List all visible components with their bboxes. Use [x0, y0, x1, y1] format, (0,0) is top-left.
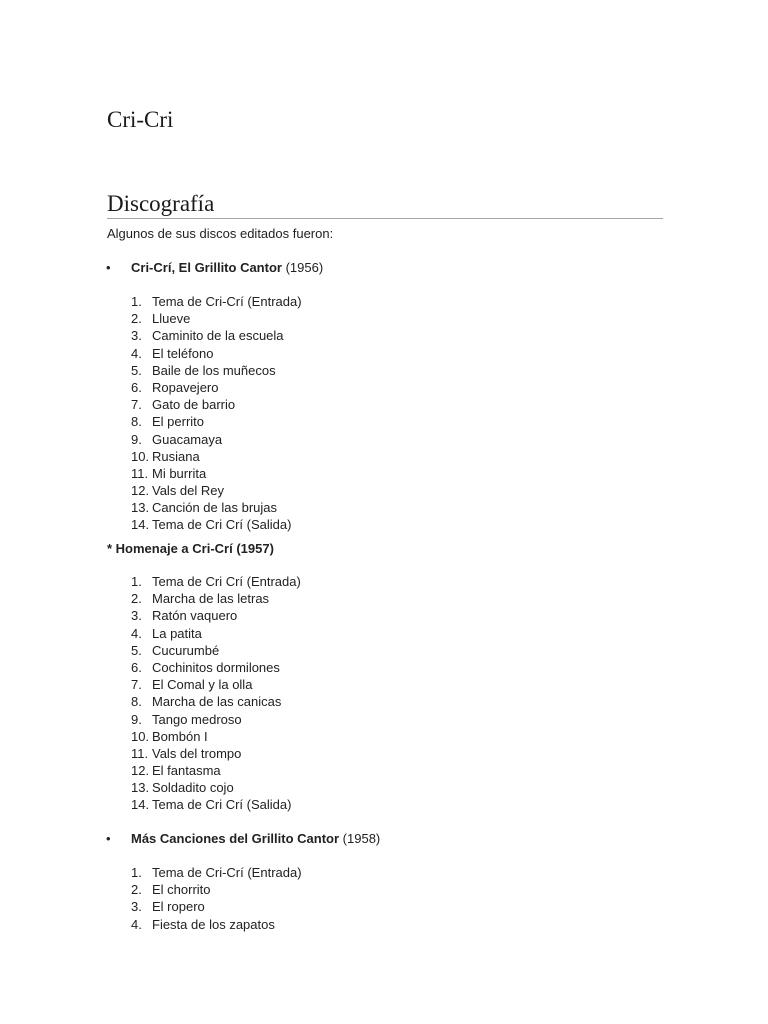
track-title: Marcha de las letras: [152, 591, 270, 607]
track-number: 14.: [131, 797, 150, 813]
track-title: Vals del Rey: [152, 483, 225, 499]
track-number: 13.: [131, 500, 150, 516]
track-number: 5.: [131, 362, 142, 378]
track-title: Mi burrita: [152, 465, 207, 481]
track-title: Cucurumbé: [152, 642, 220, 658]
track-title: Rusiana: [152, 448, 200, 464]
page-title: Cri-Cri: [107, 107, 174, 132]
track-title: El perrito: [152, 414, 205, 430]
track-title: El ropero: [152, 899, 205, 915]
bullet-icon: •: [106, 831, 111, 846]
track-number: 9.: [131, 711, 142, 727]
section-heading: Discografía: [107, 190, 663, 219]
track-number: 2.: [131, 591, 142, 607]
track-title: El teléfono: [152, 345, 214, 361]
track-title: Ropavejero: [152, 379, 219, 395]
album-title: Cri-Crí, El Grillito Cantor: [131, 260, 282, 275]
track-title: Tema de Cri Crí (Salida): [152, 797, 292, 813]
album-title: * Homenaje a Cri-Crí (1957): [107, 541, 274, 556]
track-title: Vals del trompo: [152, 745, 242, 761]
track-title: Baile de los muñecos: [152, 362, 276, 378]
track-number: 4.: [131, 916, 142, 932]
track-title: Tema de Cri-Crí (Entrada): [152, 294, 302, 309]
track-number: 6.: [131, 379, 142, 395]
track-title: Llueve: [152, 311, 191, 327]
track-number: 9.: [131, 431, 142, 447]
track-number: 8.: [131, 414, 142, 430]
track-title: Guacamaya: [152, 431, 223, 447]
album-year: (1958): [342, 831, 381, 846]
track-title: Gato de barrio: [152, 397, 236, 413]
track-title: Ratón vaquero: [152, 608, 238, 624]
track-number: 12.: [131, 763, 150, 779]
track-number: 3.: [131, 328, 142, 344]
track-title: Soldadito cojo: [152, 780, 234, 796]
track-number: 6.: [131, 659, 142, 675]
track-number: 1.: [131, 865, 142, 880]
track-number: 12.: [131, 483, 150, 499]
track-number: 11.: [131, 465, 149, 481]
track-number: 13.: [131, 780, 150, 796]
track-number: 10.: [131, 448, 150, 464]
track-number: 4.: [131, 345, 142, 361]
track-title: Bombón I: [152, 728, 208, 744]
track-title: El chorrito: [152, 882, 211, 898]
intro-text: Algunos de sus discos editados fueron:: [107, 226, 334, 241]
album-heading: [107, 540, 274, 557]
track-number: 1.: [131, 294, 142, 309]
track-title: El Comal y la olla: [152, 677, 253, 693]
track-number: 10.: [131, 728, 150, 744]
track-number: 3.: [131, 608, 142, 624]
track-number: 2.: [131, 311, 142, 327]
track-number: 7.: [131, 397, 142, 413]
album-heading: [106, 830, 381, 847]
album-heading: [106, 259, 324, 276]
track-number: 11.: [131, 745, 149, 761]
track-title: Tango medroso: [152, 711, 242, 727]
track-number: 2.: [131, 882, 142, 898]
track-title: El fantasma: [152, 763, 221, 779]
track-title: Canción de las brujas: [152, 500, 278, 516]
track-title: Cochinitos dormilones: [152, 659, 280, 675]
track-title: La patita: [152, 625, 202, 641]
track-number: 5.: [131, 642, 142, 658]
track-number: 7.: [131, 677, 142, 693]
track-title: Marcha de las canicas: [152, 694, 282, 710]
track-title: Caminito de la escuela: [152, 328, 284, 344]
track-number: 1.: [131, 574, 142, 589]
track-title: Tema de Cri Crí (Salida): [152, 517, 292, 533]
album-year: (1956): [285, 260, 324, 275]
track-title: Tema de Cri Crí (Entrada): [152, 574, 301, 589]
track-number: 3.: [131, 899, 142, 915]
track-title: Fiesta de los zapatos: [152, 916, 275, 932]
track-number: 8.: [131, 694, 142, 710]
album-title: Más Canciones del Grillito Cantor: [131, 831, 340, 846]
track-number: 14.: [131, 517, 150, 533]
track-title: Tema de Cri-Crí (Entrada): [152, 865, 302, 880]
bullet-icon: •: [106, 260, 111, 275]
track-number: 4.: [131, 625, 142, 641]
